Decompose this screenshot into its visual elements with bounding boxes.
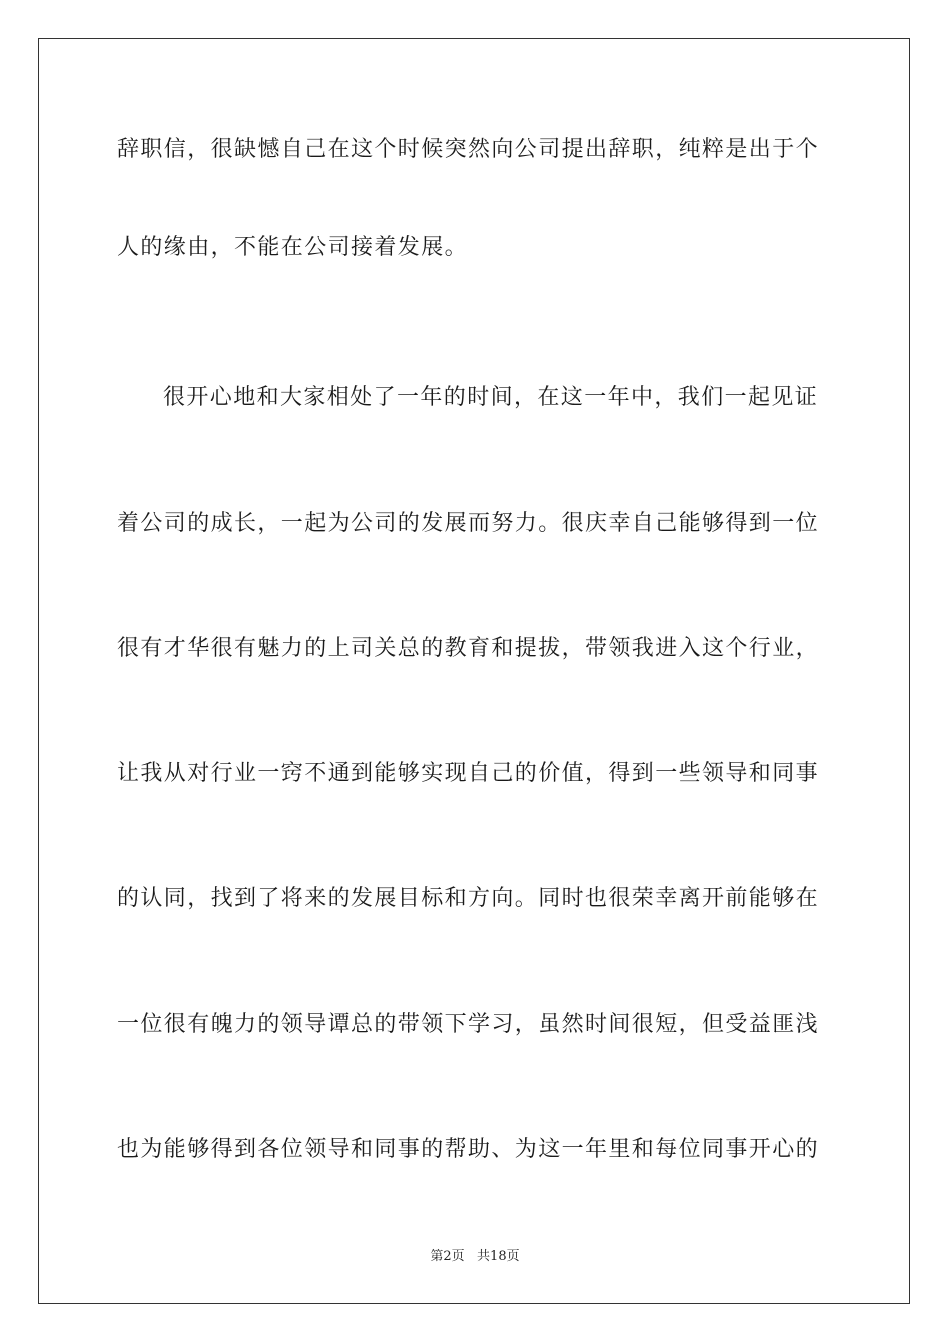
body-text-line-3: 很开心地和大家相处了一年的时间，在这一年中，我们一起见证 — [163, 385, 819, 410]
body-text-line-2: 人的缘由，不能在公司接着发展。 — [117, 235, 469, 260]
body-text-line-6: 让我从对行业一窍不通到能够实现自己的价值，得到一些领导和同事 — [117, 761, 820, 786]
page-number-footer: 第2页 共18页 — [430, 1249, 520, 1264]
body-text-line-9: 也为能够得到各位领导和同事的帮助、为这一年里和每位同事开心的 — [117, 1137, 820, 1162]
body-text-line-8: 一位很有魄力的领导谭总的带领下学习，虽然时间很短，但受益匪浅 — [117, 1012, 820, 1037]
body-text-line-4: 着公司的成长，一起为公司的发展而努力。很庆幸自己能够得到一位 — [117, 511, 820, 536]
body-text-line-7: 的认同，找到了将来的发展目标和方向。同时也很荣幸离开前能够在 — [117, 886, 820, 911]
body-text-line-1: 辞职信，很缺憾自己在这个时候突然向公司提出辞职，纯粹是出于个 — [117, 137, 820, 162]
page-border — [38, 38, 910, 1304]
body-text-line-5: 很有才华很有魅力的上司关总的教育和提拔，带领我进入这个行业， — [117, 636, 820, 661]
